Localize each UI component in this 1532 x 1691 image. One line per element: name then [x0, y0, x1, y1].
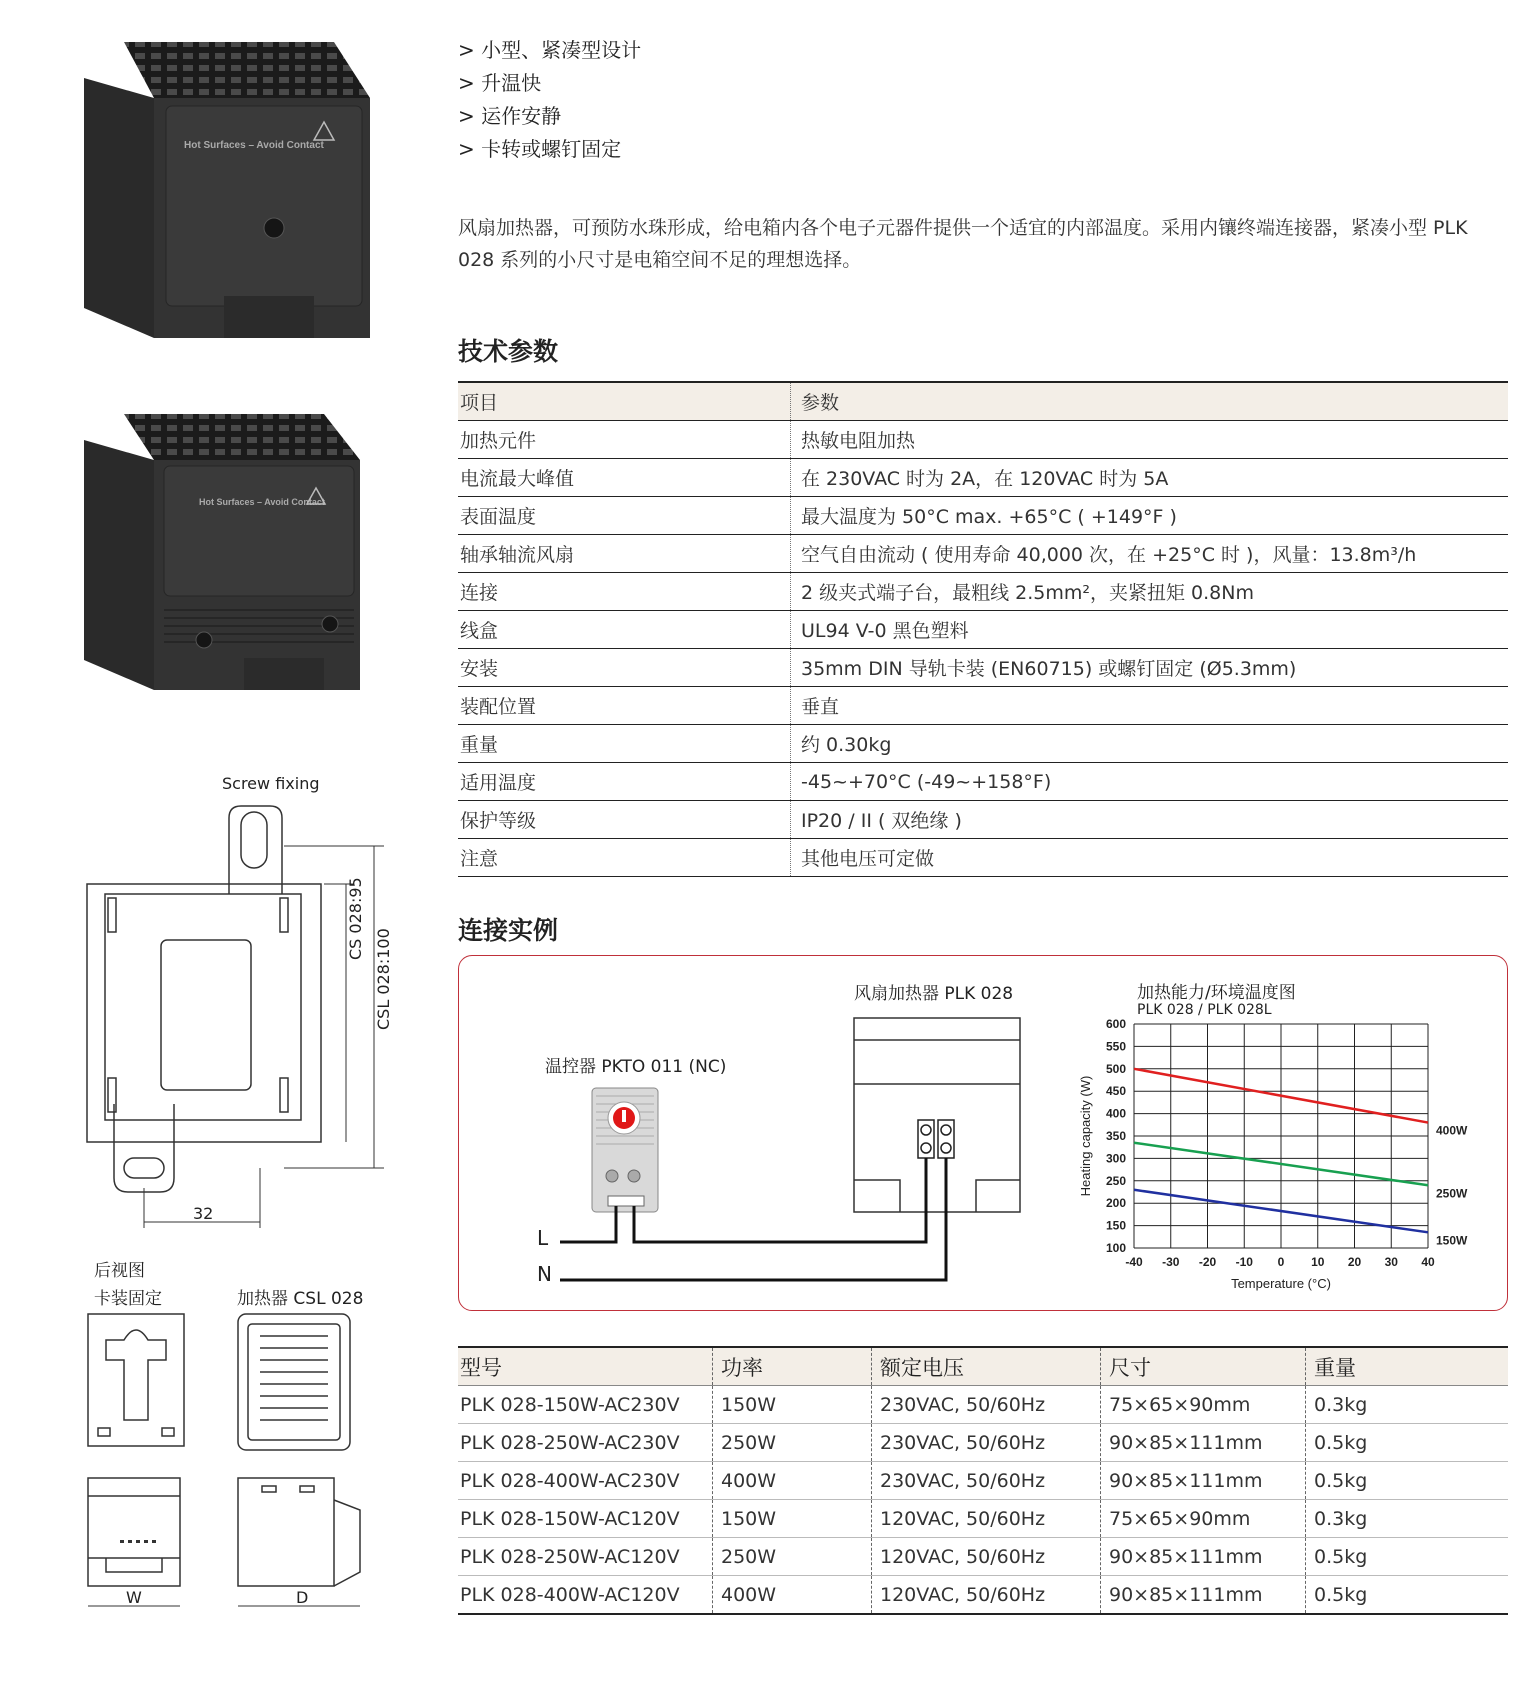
- spec-value: 约 0.30kg: [791, 725, 1509, 763]
- table-row: [458, 763, 1508, 801]
- table-row: [458, 535, 1508, 573]
- series-label: 150W: [1436, 1233, 1468, 1248]
- model-cell: 230VAC, 50/60Hz: [872, 1424, 1101, 1462]
- model-cell: 230VAC, 50/60Hz: [872, 1462, 1101, 1500]
- model-cell: 150W: [713, 1386, 872, 1424]
- spec-value: 空气自由流动 ( 使用寿命 40,000 次，在 +25°C 时 )，风量：13.8m³/h: [791, 535, 1509, 573]
- spec-value: IP20 / II ( 双绝缘 ): [791, 801, 1509, 839]
- chart-subtitle: PLK 028 / PLK 028L: [1137, 1002, 1272, 1018]
- model-cell: PLK 028-150W-AC120V: [458, 1500, 713, 1538]
- table-row: [458, 725, 1508, 763]
- connection-title: 连接实例: [458, 916, 559, 945]
- model-cell: 90×85×111mm: [1101, 1462, 1306, 1500]
- model-cell: 90×85×111mm: [1101, 1424, 1306, 1462]
- spec-value: 2 级夹式端子台，最粗线 2.5mm²，夹紧扭矩 0.8Nm: [791, 573, 1509, 611]
- spec-key: 适用温度: [458, 763, 791, 801]
- line-n-label: N: [537, 1262, 552, 1286]
- model-cell: 90×85×111mm: [1101, 1538, 1306, 1576]
- model-cell: 120VAC, 50/60Hz: [872, 1576, 1101, 1615]
- model-cell: 0.3kg: [1306, 1500, 1509, 1538]
- small-drawings: [84, 1310, 374, 1620]
- feature-item: > 运作安静: [458, 104, 562, 128]
- model-cell: PLK 028-400W-AC230V: [458, 1462, 713, 1500]
- warning-text: Hot Surfaces – Avoid Contact: [184, 140, 324, 151]
- model-cell: 75×65×90mm: [1101, 1500, 1306, 1538]
- rear-view-drawing: [84, 798, 404, 1238]
- dim-w-label: W: [126, 1588, 142, 1607]
- heater-label: 风扇加热器 PLK 028: [854, 984, 1014, 1004]
- table-row: [458, 459, 1508, 497]
- x-tick-label: -30: [1162, 1255, 1180, 1269]
- x-tick-label: -20: [1198, 1255, 1217, 1269]
- dim-csl-label: CSL 028:100: [374, 928, 393, 1030]
- clip-mount-label: 卡装固定: [94, 1289, 162, 1309]
- spec-title: 技术参数: [458, 337, 559, 366]
- y-tick-label: 150: [1105, 1218, 1126, 1233]
- model-header-cell: 尺寸: [1101, 1347, 1306, 1386]
- table-row: [458, 421, 1508, 459]
- y-tick-label: 350: [1105, 1129, 1126, 1143]
- spec-key: 线盒: [458, 611, 791, 649]
- model-cell: 0.5kg: [1306, 1424, 1509, 1462]
- spec-key: 装配位置: [458, 687, 791, 725]
- y-tick-label: 400: [1105, 1106, 1126, 1121]
- model-header-row: [458, 1347, 1508, 1386]
- feature-list: [458, 34, 1058, 166]
- model-header-cell: 型号: [458, 1347, 713, 1386]
- x-tick-label: -40: [1125, 1255, 1143, 1269]
- spec-key: 轴承轴流风扇: [458, 535, 791, 573]
- spec-key: 保护等级: [458, 801, 791, 839]
- spec-value: 在 230VAC 时为 2A，在 120VAC 时为 5A: [791, 459, 1509, 497]
- spec-value: 热敏电阻加热: [791, 421, 1509, 459]
- line-l-label: L: [537, 1226, 549, 1250]
- model-cell: 0.5kg: [1306, 1576, 1509, 1615]
- model-cell: 75×65×90mm: [1101, 1386, 1306, 1424]
- table-row: [458, 1538, 1508, 1576]
- y-tick-label: 250: [1105, 1173, 1126, 1188]
- warning-text: Hot Surfaces – Avoid Contact: [199, 497, 325, 507]
- model-cell: 0.5kg: [1306, 1462, 1509, 1500]
- model-header-cell: 额定电压: [872, 1347, 1101, 1386]
- spec-key: 安装: [458, 649, 791, 687]
- x-axis-label: Temperature (°C): [1231, 1276, 1331, 1291]
- model-cell: 400W: [713, 1462, 872, 1500]
- table-row: [458, 1424, 1508, 1462]
- thermostat-icon: [592, 1088, 658, 1212]
- table-row: [458, 839, 1508, 877]
- spec-value: UL94 V-0 黑色塑料: [791, 611, 1509, 649]
- model-cell: 0.3kg: [1306, 1386, 1509, 1424]
- feature-item: > 卡转或螺钉固定: [458, 137, 622, 161]
- y-tick-label: 550: [1105, 1039, 1126, 1054]
- table-row: [458, 611, 1508, 649]
- spec-header-key: 项目: [458, 382, 791, 421]
- spec-key: 连接: [458, 573, 791, 611]
- spec-value: 其他电压可定做: [791, 839, 1509, 877]
- table-row: [458, 1576, 1508, 1615]
- model-header-cell: 功率: [713, 1347, 872, 1386]
- feature-item: > 升温快: [458, 71, 542, 95]
- model-cell: 250W: [713, 1538, 872, 1576]
- model-table: [458, 1346, 1508, 1615]
- model-cell: PLK 028-250W-AC230V: [458, 1424, 713, 1462]
- model-cell: PLK 028-150W-AC230V: [458, 1386, 713, 1424]
- rear-view-label: 后视图: [94, 1261, 145, 1281]
- spec-header-value: 参数: [791, 382, 1509, 421]
- spec-key: 电流最大峰值: [458, 459, 791, 497]
- model-cell: 0.5kg: [1306, 1538, 1509, 1576]
- spec-value: 最大温度为 50°C max. +65°C ( +149°F ): [791, 497, 1509, 535]
- y-axis-label: Heating capacity (W): [1078, 1075, 1093, 1197]
- spec-header-row: [458, 382, 1508, 421]
- model-cell: 150W: [713, 1500, 872, 1538]
- model-cell: 230VAC, 50/60Hz: [872, 1386, 1101, 1424]
- spec-value: 35mm DIN 导轨卡装 (EN60715) 或螺钉固定 (Ø5.3mm): [791, 649, 1509, 687]
- screw-fixing-label: Screw fixing: [222, 774, 320, 793]
- thermostat-label: 温控器 PKTO 011 (NC): [545, 1057, 727, 1077]
- wiring-diagram: [550, 1010, 1030, 1290]
- y-tick-label: 500: [1105, 1061, 1126, 1076]
- x-tick-label: 40: [1421, 1255, 1435, 1269]
- series-label: 250W: [1436, 1186, 1468, 1201]
- model-cell: 120VAC, 50/60Hz: [872, 1500, 1101, 1538]
- spec-key: 表面温度: [458, 497, 791, 535]
- model-cell: 400W: [713, 1576, 872, 1615]
- model-cell: PLK 028-250W-AC120V: [458, 1538, 713, 1576]
- x-tick-label: 30: [1384, 1255, 1398, 1269]
- table-row: [458, 649, 1508, 687]
- dim-d-label: D: [296, 1588, 309, 1607]
- x-tick-label: 20: [1347, 1255, 1362, 1269]
- model-cell: 90×85×111mm: [1101, 1576, 1306, 1615]
- dim-cs-label: CS 028:95: [346, 877, 365, 960]
- table-row: [458, 1500, 1508, 1538]
- y-tick-label: 600: [1105, 1017, 1126, 1031]
- chart-title: 加热能力/环境温度图: [1137, 983, 1296, 1003]
- series-label: 400W: [1436, 1123, 1468, 1138]
- table-row: [458, 497, 1508, 535]
- spec-table: [458, 381, 1508, 877]
- y-tick-label: 450: [1105, 1084, 1126, 1099]
- spec-value: -45~+70°C (-49~+158°F): [791, 763, 1509, 801]
- model-cell: 250W: [713, 1424, 872, 1462]
- y-tick-label: 200: [1105, 1196, 1126, 1211]
- heating-capacity-chart: [1070, 1016, 1500, 1296]
- heater-photo-double-screw: [84, 410, 374, 700]
- x-tick-label: 0: [1277, 1255, 1285, 1269]
- table-row: [458, 1462, 1508, 1500]
- x-tick-label: 10: [1311, 1255, 1325, 1269]
- heater-photo-single-screw: [84, 38, 374, 348]
- dim-32-label: 32: [193, 1204, 214, 1223]
- spec-value: 垂直: [791, 687, 1509, 725]
- model-cell: PLK 028-400W-AC120V: [458, 1576, 713, 1615]
- heater-csl-label: 加热器 CSL 028: [237, 1289, 364, 1309]
- table-row: [458, 1386, 1508, 1424]
- model-cell: 120VAC, 50/60Hz: [872, 1538, 1101, 1576]
- heater-box-icon: [854, 1018, 1020, 1212]
- feature-item: > 小型、紧凑型设计: [458, 38, 642, 62]
- terminal-block-icon: [918, 1120, 954, 1158]
- y-tick-label: 300: [1105, 1151, 1126, 1166]
- model-header-cell: 重量: [1306, 1347, 1509, 1386]
- spec-key: 加热元件: [458, 421, 791, 459]
- spec-key: 重量: [458, 725, 791, 763]
- intro-paragraph: 风扇加热器，可预防水珠形成，给电箱内各个电子元器件提供一个适宜的内部温度。采用内镶终端连接器，紧凑小型 PLK 028 系列的小尺寸是电箱空间不足的理想选择。: [458, 217, 1468, 271]
- x-tick-label: -10: [1235, 1255, 1253, 1269]
- table-row: [458, 801, 1508, 839]
- y-tick-label: 100: [1105, 1241, 1126, 1255]
- spec-key: 注意: [458, 839, 791, 877]
- table-row: [458, 687, 1508, 725]
- table-row: [458, 573, 1508, 611]
